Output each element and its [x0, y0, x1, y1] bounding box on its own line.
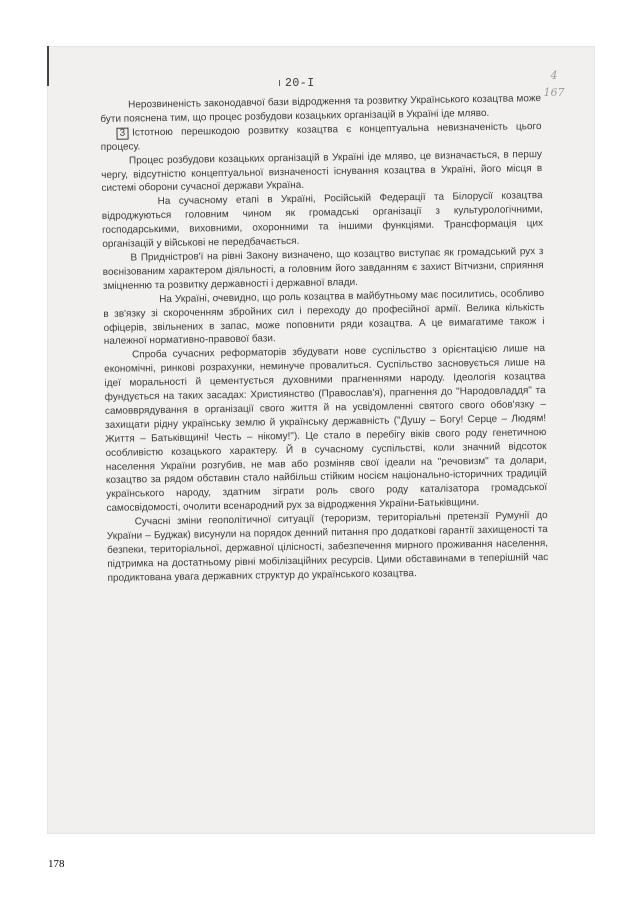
- paragraph-8: Сучасні зміни геополітичної ситуації (тероризм, територіальні претензії Румунії до України – Буджак) висунули на порядок денний питання про додаткові гарантії захищеності та безпеки, територіальної, державної цілісності, забезпечення мирного проживання населення, підтримка на достатньому рівні мобілізаційних ресурсів. Цими обставинами в теперішній час продиктована увага державних структур до українського козацтва.: [106, 510, 549, 584]
- header-number: 20-I: [285, 77, 315, 90]
- page-number: 178: [48, 858, 65, 870]
- paragraph-4: На сучасному етапі в Україні, Російській Федерації та Білорусії козацтва відроджуються головним чином як громадські організації з культурологічними, господарськими, виховними, охоронними та іншими функціями. Трансформація цих організацій у військові не передбачається.: [101, 190, 544, 251]
- paragraph-2-text: Істотною перешкодою розвитку козацтва є концептуальна невизначеність цього процесу.: [100, 120, 542, 153]
- handwritten-note-line-1: 4: [550, 69, 558, 82]
- handwritten-note-line-2: 167: [543, 85, 565, 99]
- paragraph-1: Нерозвиненість законодавчої бази відродження та розвитку Українського козацтва може бути пояснена тим, що процес розбудови козацьких організацій в Україні іде мляво.: [100, 93, 542, 125]
- paragraph-3: Процес розбудови козацьких організацій в Україні іде мляво, це визначається, в першу чергу, відсутністю концептуальної визначеності існування козацтва в Україні, його місця в системі оборони сучасної держави Україна.: [101, 148, 543, 195]
- paragraph-6: На Україні, очевидно, що роль козацтва в майбутньому має посилитись, особливо в зв'язку зі скороченням збройних сил і переходу до професійної армії. Велика кількість офіцерів, звільнених в запас, може поповнити ряди козацтва. А це вимагатиме також і належної нормативно-правової бази.: [103, 287, 545, 348]
- paragraph-7: Спроба сучасних реформаторів збудувати нове суспільство з орієнтацією лише на економічні, ринкові розрахунки, неминуче провалиться. Суспільство засновується лише на ідеї моральності й цементується духовними прагненнями народу. Ідеологія козацтва фундується на таких засадах: Християнство (Православ'я), прагнення до "Народовладдя" та самовврядування в організації свого життя й на усвідомленні святого свого обов'язку – захищати рідну українську землю й українську державність ("Душу – Богу! Серце – Людям! Життя – Батьківщині! Честь – нікому!"). Це стало в перебігу віків свого роду генетичною особливістю козацького характеру. Й в сучасному суспільстві, коли значний відсоток населення України розгубив, не мав або розміняв свої ідеали на "речовизм" та долари, козацтво за рядом обставин стало найбільш стійким носієм національно-історичних традицій українського народу, здатним зіграти роль свого роду каталізатора громадської самосвідомості, очолити всенародний рух за відродження України-Батьківщини.: [104, 343, 548, 515]
- scan-edge-mark: [47, 46, 49, 86]
- header-tick-mark: ı: [278, 77, 282, 89]
- body-text: [100, 92, 549, 586]
- boxed-marker: 3: [116, 127, 128, 139]
- scanned-page: [47, 46, 595, 834]
- paragraph-5: В Придністров'ї на рівні Закону визначено, що козацтво виступає як громадський рух з воєнізованим характером діяльності, а головним його завданням є захист Вітчизни, сприяння зміцненню та розвитку державності і державної влади.: [102, 246, 544, 292]
